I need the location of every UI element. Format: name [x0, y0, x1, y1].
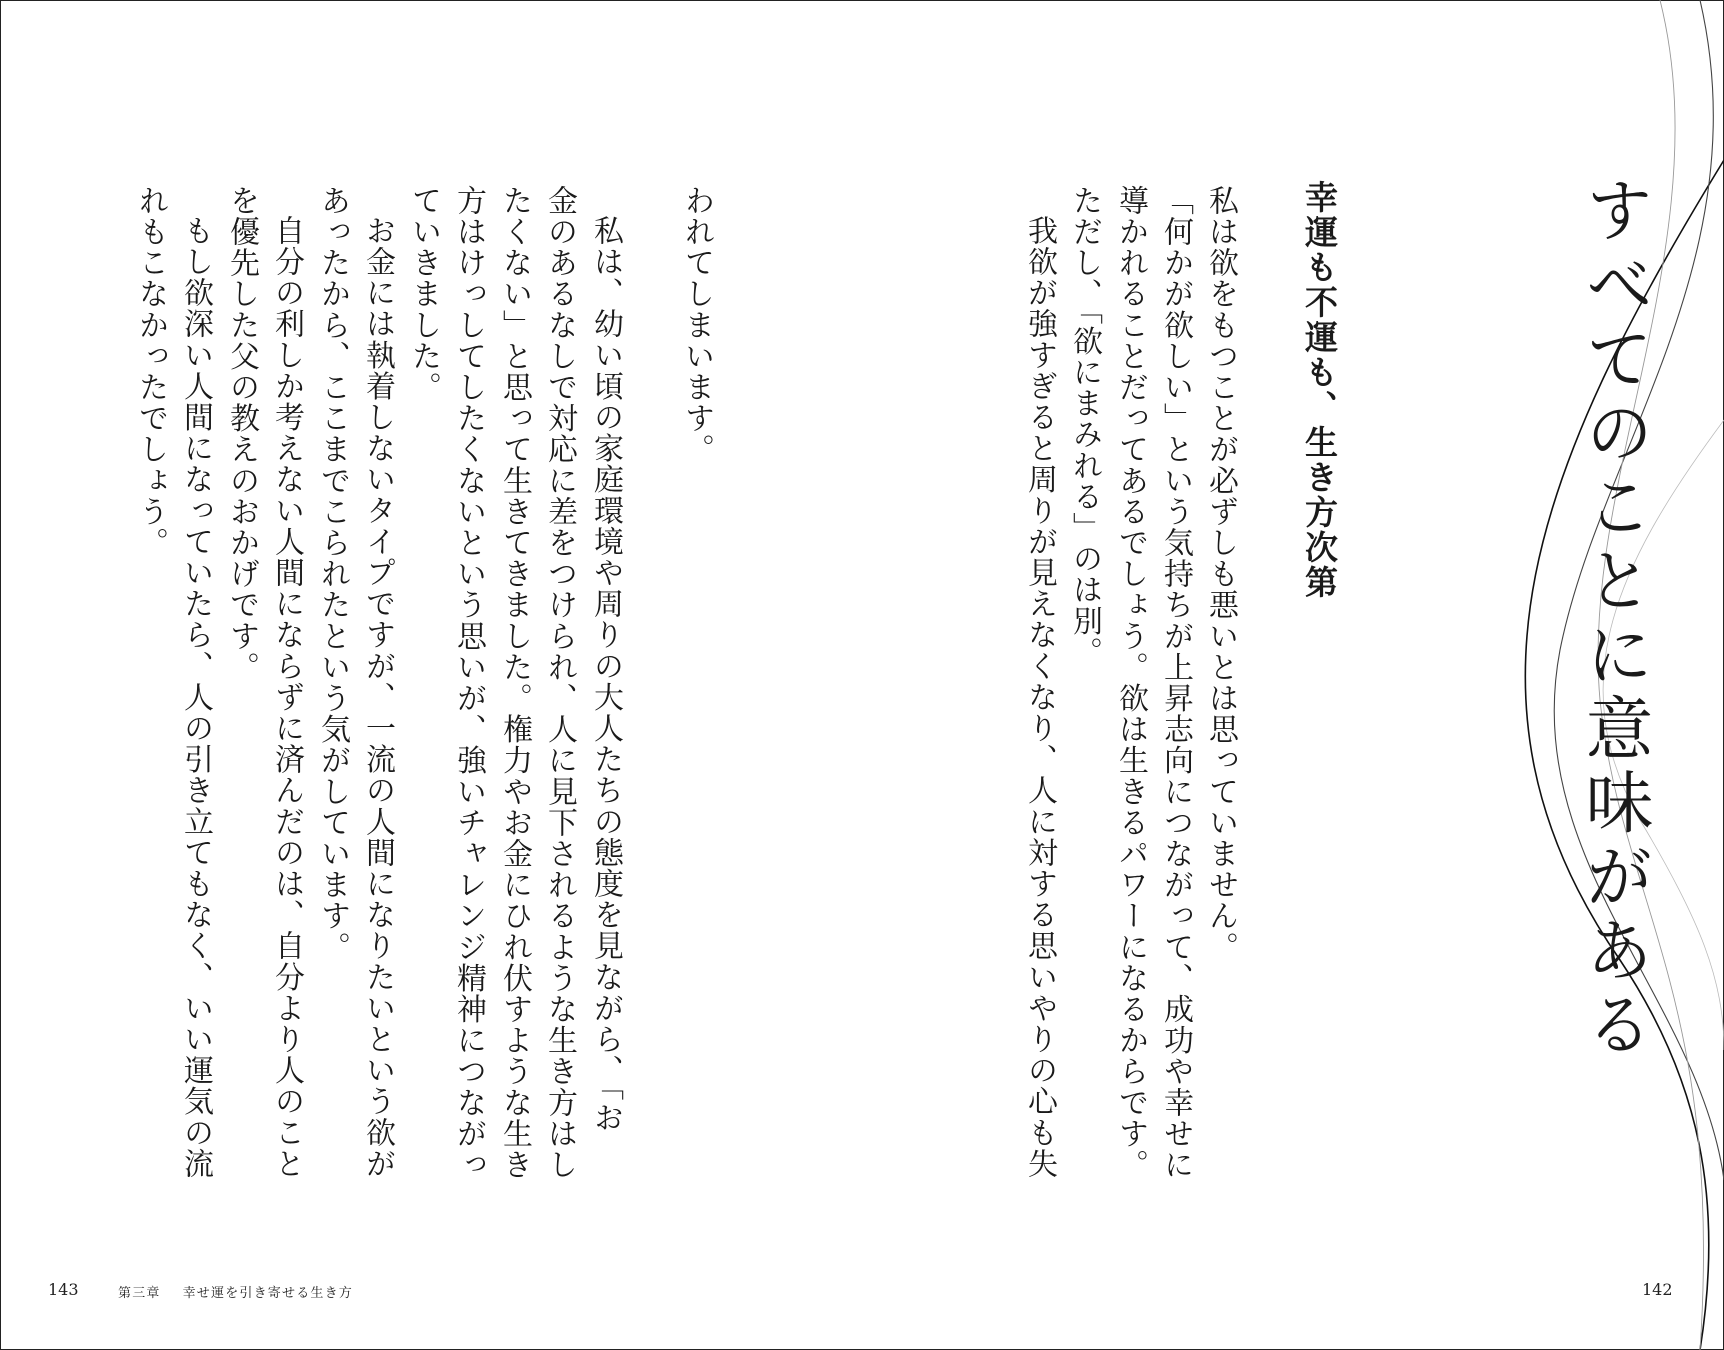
- body-line: あったから、ここまでこられたという気がしています。: [315, 185, 350, 963]
- body-line: 導かれることだってあるでしょう。欲は生きるパワーになるからです。: [1113, 185, 1148, 1181]
- body-line: 金のあるなしで対応に差をつけられ、人に見下されるような生き方はし: [542, 185, 577, 1181]
- body-line: たくない」と思って生きてきました。権力やお金にひれ伏すような生き: [497, 185, 532, 1181]
- left-page-number: 143: [48, 1280, 79, 1299]
- section-subtitle: 幸運も不運も、生き方次第: [1300, 180, 1339, 600]
- running-header: [118, 1282, 353, 1301]
- right-page-number: 142: [1642, 1280, 1673, 1299]
- body-line: 方はけっしてしたくないという思いが、強いチャレンジ精神につながっ: [451, 185, 486, 1181]
- body-line: お金には執着しないタイプですが、一流の人間になりたいという欲が: [360, 215, 395, 1180]
- body-line: 私は欲をもつことが必ずしも悪いとは思っていません。: [1203, 185, 1238, 963]
- body-line: 我欲が強すぎると周りが見えなくなり、人に対する思いやりの心も失: [1022, 215, 1057, 1180]
- body-line: れもこなかったでしょう。: [133, 185, 168, 559]
- chapter-title: 幸せ運を引き寄せる生き方: [182, 1286, 354, 1301]
- body-line: 「何かが欲しい」という気持ちが上昇志向につながって、成功や幸せに: [1158, 185, 1193, 1181]
- chapter-label: 第三章: [118, 1286, 161, 1301]
- body-line: もし欲深い人間になっていたら、人の引き立てもなく、いい運気の流: [178, 215, 213, 1180]
- body-line: 私は、幼い頃の家庭環境や周りの大人たちの態度を見ながら、「お: [588, 215, 623, 1133]
- body-line: 自分の利しか考えない人間にならずに済んだのは、自分より人のこと: [269, 215, 304, 1180]
- body-line: ただし、「欲にまみれる」のは別。: [1067, 185, 1102, 668]
- body-line: われてしまいます。: [679, 185, 714, 465]
- body-line: ていきました。: [406, 185, 441, 403]
- body-line: を優先した父の教えのおかげです。: [224, 185, 259, 683]
- page-title: すべてのことに意味がある: [1574, 175, 1653, 1063]
